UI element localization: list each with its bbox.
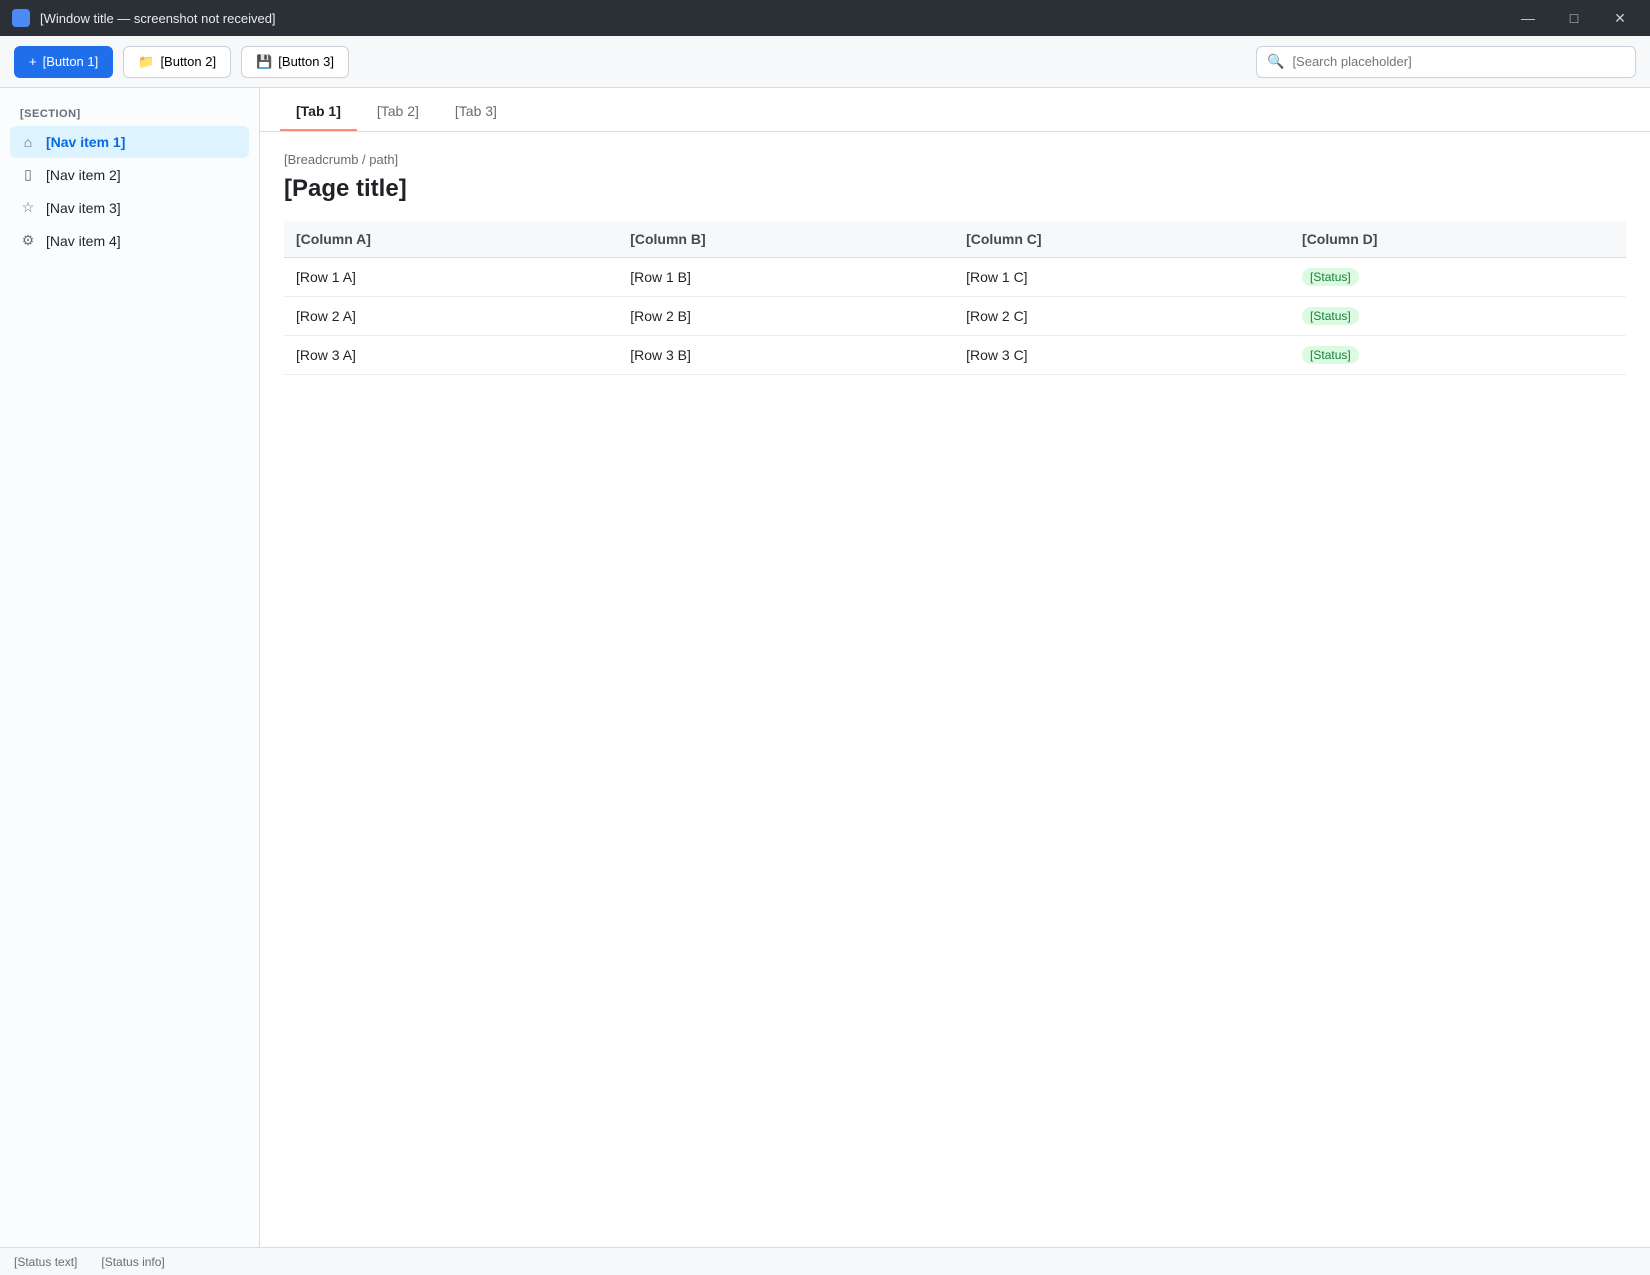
maximize-button[interactable] [1556, 4, 1592, 32]
tab-1[interactable]: [Tab 1] [280, 93, 357, 131]
sidebar-item-1[interactable] [10, 126, 249, 158]
maximize-icon: □ [1569, 10, 1579, 26]
table-cell [1290, 297, 1626, 336]
sidebar-heading: [SECTION] [20, 108, 81, 120]
status-text-left: [Status text] [14, 1254, 78, 1269]
open-button[interactable] [123, 46, 231, 78]
sidebar [0, 88, 260, 1247]
open-folder-icon: 📁 [138, 53, 155, 69]
table-cell: [Row 1 C] [954, 258, 1290, 297]
app-body [0, 88, 1650, 1247]
app-logo-icon [12, 9, 30, 27]
close-button[interactable] [1602, 4, 1638, 32]
table-cell: [Row 2 A] [284, 297, 618, 336]
table-row[interactable] [284, 297, 1626, 336]
content-area [260, 132, 1650, 1247]
search-icon: 🔍 [1267, 53, 1285, 69]
star-icon: ☆ [21, 199, 35, 215]
sidebar-item-3[interactable] [10, 191, 249, 224]
sidebar-item-label: [Nav item 1] [46, 134, 126, 150]
title-bar[interactable] [0, 0, 1650, 36]
column-header[interactable]: [Column B] [618, 221, 954, 258]
table-cell [1290, 336, 1626, 375]
open-button-label: [Button 2] [160, 54, 217, 69]
sidebar-item-label: [Nav item 2] [46, 166, 121, 183]
breadcrumb[interactable]: [Breadcrumb / path] [284, 152, 399, 167]
minimize-button[interactable] [1510, 4, 1546, 32]
search-box[interactable] [1256, 46, 1636, 78]
gear-icon: ⚙ [21, 232, 35, 248]
save-button[interactable] [241, 46, 349, 78]
save-button-label: [Button 3] [278, 54, 334, 69]
sidebar-item-4[interactable] [10, 224, 249, 257]
main-panel [260, 88, 1650, 1247]
folder-icon: ▯ [24, 166, 32, 182]
home-icon: ⌂ [23, 134, 33, 150]
status-badge: [Status] [1302, 268, 1359, 286]
table-cell: [Row 2 B] [618, 297, 954, 336]
status-bar [0, 1247, 1650, 1275]
table-cell: [Row 2 C] [954, 297, 1290, 336]
page-title: [Page title] [284, 175, 407, 202]
column-header[interactable]: [Column D] [1290, 221, 1626, 258]
toolbar [0, 36, 1650, 88]
table-row[interactable] [284, 258, 1626, 297]
table-cell: [Row 3 A] [284, 336, 618, 375]
column-header[interactable]: [Column A] [284, 221, 618, 258]
table-cell: [Row 1 A] [284, 258, 618, 297]
new-button-label: [Button 1] [42, 54, 99, 69]
column-header[interactable]: [Column C] [954, 221, 1290, 258]
table-header-row [284, 221, 1626, 258]
search-input[interactable] [1292, 54, 1625, 69]
plus-icon: + [29, 54, 37, 69]
table-cell: [Row 3 C] [954, 336, 1290, 375]
sidebar-item-label: [Nav item 4] [46, 232, 121, 249]
sidebar-item-label: [Nav item 3] [46, 199, 121, 216]
close-icon: ✕ [1614, 9, 1626, 26]
status-badge: [Status] [1302, 346, 1359, 364]
table-cell [1290, 258, 1626, 297]
tab-2[interactable]: [Tab 2] [376, 103, 419, 119]
window-title: [Window title — screenshot not received] [40, 10, 276, 26]
minimize-icon: — [1521, 10, 1535, 26]
status-text-right: [Status info] [101, 1254, 165, 1269]
data-table [284, 221, 1626, 375]
tab-3[interactable]: [Tab 3] [454, 103, 497, 119]
table-row[interactable] [284, 336, 1626, 375]
new-button[interactable] [14, 46, 113, 78]
tab-bar [260, 88, 1650, 132]
table-cell: [Row 1 B] [618, 258, 954, 297]
sidebar-item-2[interactable] [10, 158, 249, 191]
status-badge: [Status] [1302, 307, 1359, 325]
table-cell: [Row 3 B] [618, 336, 954, 375]
save-icon: 💾 [256, 53, 273, 69]
